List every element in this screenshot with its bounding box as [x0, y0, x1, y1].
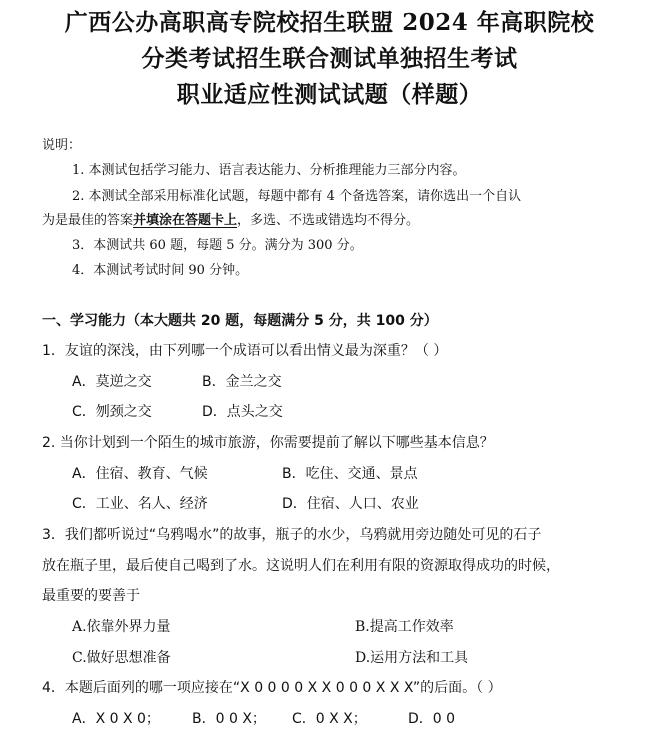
- note-item-2-line-2: [42, 211, 419, 231]
- question-4-option-b: B．0 0 X；: [192, 711, 266, 727]
- title-line-3: 职业适应性测试试题（样题）: [176, 81, 483, 108]
- question-4-stem: 4．本题后面列的哪一项应接在“X 0 0 0 0 X X 0 0 0 X X X”的后面。（ ）: [42, 680, 502, 696]
- question-3-option-a: A.依靠外界力量: [72, 619, 171, 635]
- section-heading: 一、学习能力（本大题共 20 题，每题满分 5 分，共 100 分）: [42, 313, 438, 329]
- question-4-option-c: C．0 X X；: [292, 711, 367, 727]
- note-item-3: 3．本测试共 60 题，每题 5 分。满分为 300 分。: [72, 238, 363, 253]
- question-3-option-b: B.提高工作效率: [355, 619, 454, 635]
- question-2-option-b: B．吃住、交通、景点: [282, 466, 418, 482]
- note-item-2-text-a: 为是最佳的答案: [42, 213, 134, 228]
- note-item-1: 1. 本测试包括学习能力、语言表达能力、分析推理能力三部分内容。: [72, 163, 466, 178]
- question-1-option-d: D．点头之交: [202, 404, 283, 420]
- question-2-option-d: D．住宿、人口、农业: [282, 496, 419, 512]
- question-1-option-a: A．莫逆之交: [72, 374, 152, 390]
- question-2-option-a: A．住宿、教育、气候: [72, 466, 208, 482]
- question-3-stem-line-3: 最重要的要善于: [42, 588, 140, 604]
- note-item-2-emphasis: 并填涂在答题卡上: [133, 213, 238, 228]
- question-4-option-a: A．X 0 X 0；: [72, 711, 160, 727]
- question-1-option-b: B．金兰之交: [202, 374, 282, 390]
- note-item-2-line-1: 2. 本测试全部采用标准化试题，每题中都有 4 个备选答案，请你选出一个自认: [72, 189, 522, 204]
- title-line-2: 分类考试招生联合测试单独招生考试: [141, 45, 518, 72]
- notes-label: 说明：: [42, 138, 82, 153]
- question-3-option-d: D.运用方法和工具: [355, 650, 469, 666]
- title-line-1: 广西公办高职高专院校招生联盟 2024 年高职院校: [64, 9, 595, 36]
- question-3-option-c: C.做好思想准备: [72, 650, 171, 666]
- question-2-option-c: C．工业、名人、经济: [72, 496, 208, 512]
- question-1-stem: 1．友谊的深浅，由下列哪一个成语可以看出情义最为深重？（ ）: [42, 343, 448, 359]
- question-1-option-c: C．刎颈之交: [72, 404, 152, 420]
- note-item-4: 4．本测试考试时间 90 分钟。: [72, 263, 249, 278]
- question-3-stem-line-2: 放在瓶子里，最后使自己喝到了水。这说明人们在利用有限的资源取得成功的时候，: [42, 558, 560, 574]
- note-item-2-text-c: ，多选、不选或错选均不得分。: [237, 213, 420, 228]
- question-4-option-d: D．0 0: [408, 711, 456, 727]
- question-3-stem-line-1: 3．我们都听说过“乌鸦喝水”的故事，瓶子的水少，乌鸦就用旁边随处可见的石子: [42, 527, 542, 543]
- question-2-stem: 2. 当你计划到一个陌生的城市旅游，你需要提前了解以下哪些基本信息？: [42, 435, 494, 451]
